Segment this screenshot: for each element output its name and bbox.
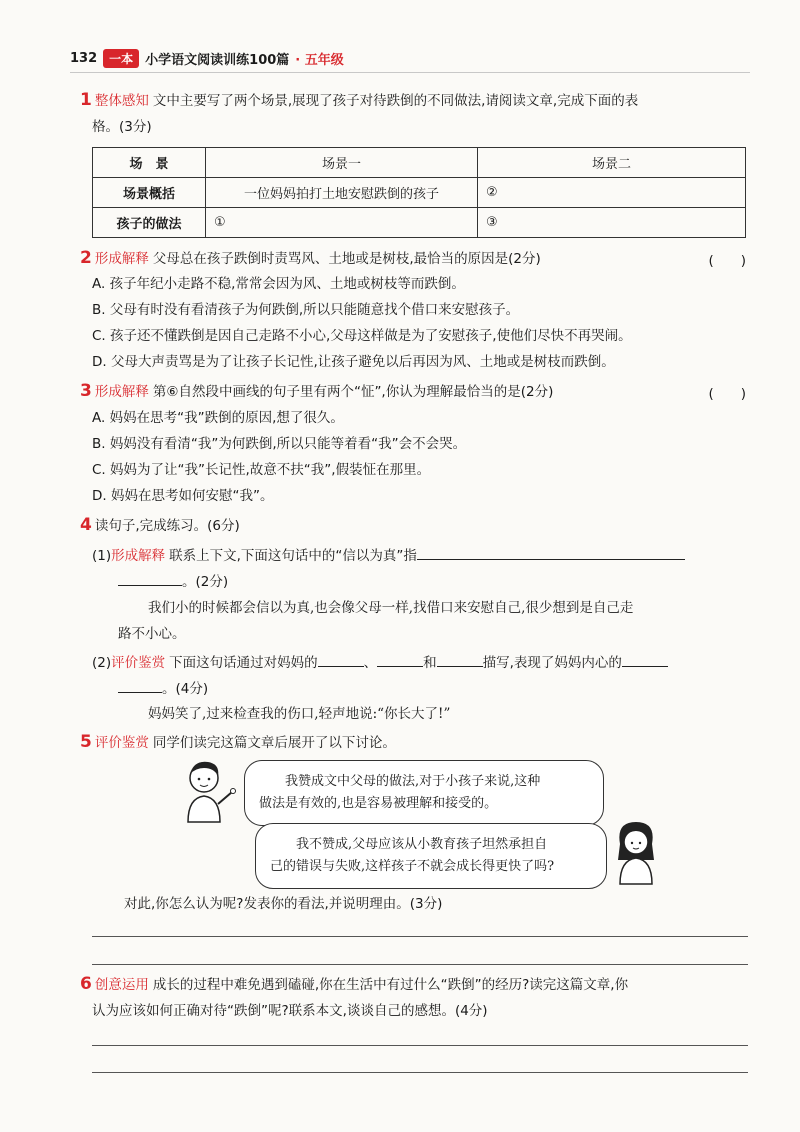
q3-stem bbox=[80, 380, 748, 403]
q1-table bbox=[92, 147, 746, 238]
q6-stem bbox=[80, 973, 748, 996]
q1-tag: 整体感知 bbox=[94, 93, 149, 109]
bubble-girl-line1: 我不赞成,父母应该从小教育孩子坦然承担自 bbox=[296, 837, 548, 852]
q1-line2 bbox=[92, 116, 748, 138]
q4-sub1-quote-1: 我们小的时候都会信以为真,也会像父母一样,找借口来安慰自己,很少想到是自己走 bbox=[148, 600, 634, 616]
speech-bubble-girl bbox=[255, 823, 607, 889]
q2-option-a[interactable]: A. 孩子年纪小走路不稳,常常会因为风、土地或树枝等而跌倒。 bbox=[92, 276, 465, 292]
q1-line1 bbox=[80, 89, 748, 112]
header-divider bbox=[70, 72, 750, 73]
q5-text: 同学们读完这篇文章后展开了以下讨论。 bbox=[152, 735, 396, 751]
q4-stem bbox=[80, 514, 748, 537]
q4-sub2-end: 。(4分) bbox=[162, 681, 209, 697]
table-cell: 孩子的做法 bbox=[93, 208, 206, 238]
q4-sub2-blank-1[interactable] bbox=[318, 650, 364, 667]
q6-text: 成长的过程中难免遇到磕碰,你在生活中有过什么“跌倒”的经历?读完这篇文章,你 bbox=[152, 977, 629, 993]
q4-sub1-end: 。(2分) bbox=[182, 574, 229, 590]
table-cell: 场景二 bbox=[478, 148, 746, 178]
page-header bbox=[70, 46, 344, 70]
q6-tag: 创意运用 bbox=[94, 977, 149, 993]
q4-sub2-blank-5[interactable] bbox=[118, 676, 162, 693]
girl-illustration bbox=[606, 816, 666, 886]
q6-answer-line-2[interactable] bbox=[92, 1072, 748, 1073]
q5-tag: 评价鉴赏 bbox=[94, 735, 149, 751]
q4-sub2-quote: 妈妈笑了,过来检查我的伤口,轻声地说:“你长大了!” bbox=[148, 706, 451, 722]
q5-prompt: 对此,你怎么认为呢?发表你的看法,并说明理由。(3分) bbox=[124, 896, 443, 912]
q3-number: 3 bbox=[80, 381, 92, 401]
table-row bbox=[93, 208, 746, 238]
answer-cell-3[interactable]: ③ bbox=[478, 208, 746, 238]
bubble-boy-line2: 做法是有效的,也是容易被理解和接受的。 bbox=[259, 796, 498, 811]
q3-text: 第⑥自然段中画线的句子里有两个“怔”,你认为理解最恰当的是(2分) bbox=[152, 384, 554, 400]
q4-sub1-tag: 形成解释 bbox=[111, 548, 166, 564]
q4-sub2-blank-4[interactable] bbox=[622, 650, 668, 667]
q2-option-d[interactable]: D. 父母大声责骂是为了让孩子长记性,让孩子避免以后再因为风、土地或是树枝而跌倒。 bbox=[92, 354, 615, 370]
q2-number: 2 bbox=[80, 248, 92, 268]
q4-sub2-text: 下面这句话通过对妈妈的 bbox=[169, 655, 318, 671]
book-title: 小学语文阅读训练100篇 bbox=[145, 52, 290, 68]
brand-logo: 一本 bbox=[103, 49, 139, 68]
q1-text-2: 格。(3分) bbox=[92, 119, 152, 135]
q5-answer-line-1[interactable] bbox=[92, 936, 748, 937]
q4-number: 4 bbox=[80, 515, 92, 535]
q4-sub1-text: 联系上下文,下面这句话中的“信以为真”指 bbox=[169, 548, 417, 564]
q3-answer-paren[interactable]: ( ) bbox=[708, 386, 746, 402]
table-cell: 场 景 bbox=[93, 148, 206, 178]
q2-option-b[interactable]: B. 父母有时没有看清孩子为何跌倒,所以只能随意找个借口来安慰孩子。 bbox=[92, 302, 520, 318]
q4-sub2-sep2: 和 bbox=[423, 655, 437, 671]
q4-sub1 bbox=[92, 543, 748, 567]
q1-text: 文中主要写了两个场景,展现了孩子对待跌倒的不同做法,请阅读文章,完成下面的表 bbox=[152, 93, 639, 109]
q4-sub2-cont bbox=[118, 676, 748, 700]
q2-option-c[interactable]: C. 孩子还不懂跌倒是因自己走路不小心,父母这样做是为了安慰孩子,使他们尽快不再哭闹。 bbox=[92, 328, 632, 344]
q4-sub2-blank-3[interactable] bbox=[437, 650, 483, 667]
q4-sub1-label: (1) bbox=[92, 548, 112, 564]
q2-stem bbox=[80, 247, 748, 270]
table-cell: 场景一 bbox=[206, 148, 478, 178]
table-cell: 一位妈妈拍打土地安慰跌倒的孩子 bbox=[206, 178, 478, 208]
q5-number: 5 bbox=[80, 732, 92, 752]
bubble-girl-line2: 己的错误与失败,这样孩子不就会成长得更快了吗? bbox=[270, 859, 555, 874]
q4-sub2-blank-2[interactable] bbox=[377, 650, 423, 667]
q4-sub1-quote-2: 路不小心。 bbox=[118, 626, 186, 642]
table-cell: 场景概括 bbox=[93, 178, 206, 208]
speech-bubble-boy bbox=[244, 760, 604, 826]
table-row bbox=[93, 148, 746, 178]
q6-answer-line-1[interactable] bbox=[92, 1045, 748, 1046]
q6-line2: 认为应该如何正确对待“跌倒”呢?联系本文,谈谈自己的感想。(4分) bbox=[92, 1003, 488, 1019]
answer-cell-1[interactable]: ① bbox=[206, 208, 478, 238]
boy-illustration bbox=[174, 756, 244, 826]
q4-sub2-sep1: 、 bbox=[363, 655, 378, 671]
bubble-boy-line1: 我赞成文中父母的做法,对于小孩子来说,这种 bbox=[285, 774, 541, 789]
q3-option-a[interactable]: A. 妈妈在思考“我”跌倒的原因,想了很久。 bbox=[92, 410, 344, 426]
q4-sub2-text2: 描写,表现了妈妈内心的 bbox=[482, 655, 622, 671]
q3-option-c[interactable]: C. 妈妈为了让“我”长记性,故意不扶“我”,假装怔在那里。 bbox=[92, 462, 431, 478]
q3-tag: 形成解释 bbox=[94, 384, 149, 400]
q4-text: 读句子,完成练习。(6分) bbox=[94, 518, 240, 534]
q4-sub2 bbox=[92, 650, 748, 674]
q2-text: 父母总在孩子跌倒时责骂风、土地或是树枝,最恰当的原因是(2分) bbox=[152, 251, 541, 267]
q2-tag: 形成解释 bbox=[94, 251, 149, 267]
grade-label: · 五年级 bbox=[295, 52, 344, 68]
q4-sub2-tag: 评价鉴赏 bbox=[111, 655, 166, 671]
q3-option-d[interactable]: D. 妈妈在思考如何安慰“我”。 bbox=[92, 488, 274, 504]
q3-option-b[interactable]: B. 妈妈没有看清“我”为何跌倒,所以只能等着看“我”会不会哭。 bbox=[92, 436, 467, 452]
q6-number: 6 bbox=[80, 974, 92, 994]
q4-sub2-label: (2) bbox=[92, 655, 112, 671]
q5-stem bbox=[80, 731, 748, 754]
q4-sub1-blank-a[interactable] bbox=[417, 543, 685, 560]
q5-answer-line-2[interactable] bbox=[92, 964, 748, 965]
q2-answer-paren[interactable]: ( ) bbox=[708, 253, 746, 269]
table-row bbox=[93, 178, 746, 208]
page-number: 132 bbox=[70, 50, 98, 66]
q4-sub1-blank-b[interactable] bbox=[118, 569, 182, 586]
q1-number: 1 bbox=[80, 90, 92, 110]
q4-sub1-cont bbox=[118, 569, 748, 593]
answer-cell-2[interactable]: ② bbox=[478, 178, 746, 208]
